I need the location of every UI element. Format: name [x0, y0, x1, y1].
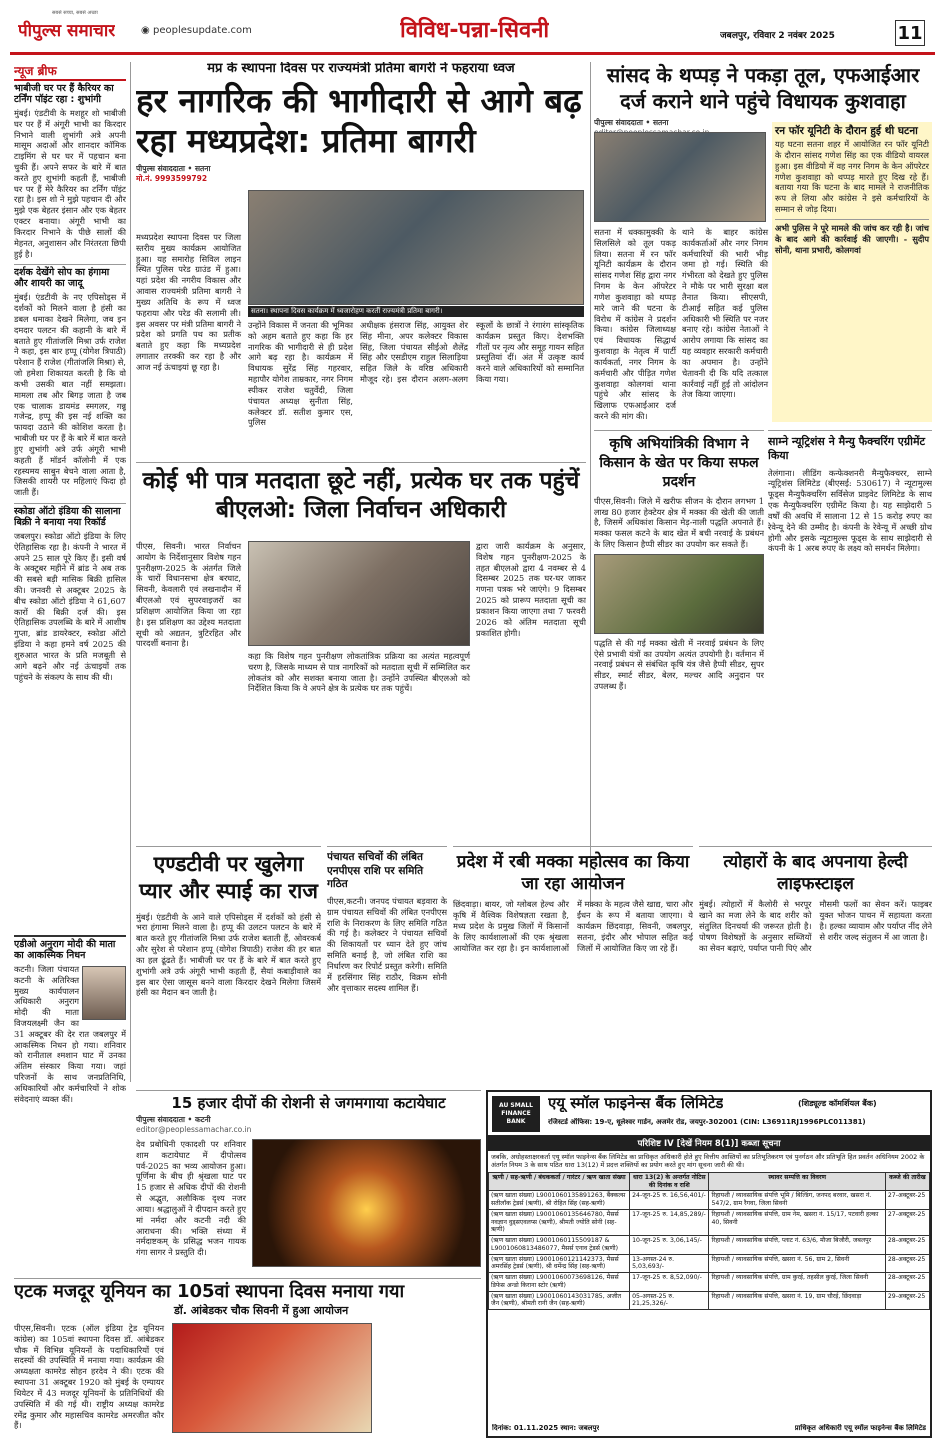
lead-col3: अधीक्षक हंसराज सिंह, आयुक्त शेर सिंह मीना, अपर कलेक्टर विकास सिंह, जिला पंचायत सीईओ शैलेंद्र सिंह और एसडीएम राहुल सिलाड़िया सहित जिले के वरिष्ठ अधिकारी मौजूद रहे। इस दौरान अलग-अलग स्कूलों के छात्रों ने रंगारंग सांस्कृतिक कार्यक्रम प्रस्तुत किए। देशभक्ति गीतों पर नृत्य और समूह गायन सहित प्रस्तुतियां दीं। अंत में उत्कृष्ट कार्य करने वाले अधिकारियों को सम्मानित किया गया। [360, 320, 584, 385]
brief-item-title: दर्शक देखेंगे सोप का हंगामा और शायरी का जादू [14, 264, 126, 290]
agri-headline: कृषि अभियांत्रिकी विभाग ने किसान के खेत पर किया सफल प्रदर्शन [599, 436, 759, 490]
ad-subtitle: (शिड्यूल्ड कॉमर्शियल बैंक) [798, 1099, 877, 1108]
table-cell: रिहायशी / व्यावसायिक संपत्ति भूमि / बिल्डिंग, जनपद बरवार, खसरा नं. 547/2, ग्राम रैगवा, जिला सिवनी [709, 1191, 885, 1210]
table-row [489, 1191, 930, 1210]
atak-sub: डॉ. आंबेडकर चौक सिवनी में हुआ आयोजन [174, 1303, 349, 1317]
voter-story [136, 462, 586, 838]
panchayat-story [327, 846, 447, 1082]
section-title: विविध-पन्ना-सिवनी [400, 18, 550, 43]
panchayat-headline: पंचायत सचिवों की लंबित एनपीएस राशि पर समिति गठित [327, 851, 424, 891]
page-number: 11 [895, 20, 925, 46]
ad-th: धारा 13(2) के अन्तर्गत नोटिस की दिनांक व राशि [630, 1172, 709, 1191]
rabi-body: छिंदवाड़ा। बायर, जो ग्लोबल हेल्थ और कृषि में वैश्विक विशेषज्ञता रखता है, मध्य प्रदेश के प्रमुख जिलों में किसानों के लिए कार्यशालाओं की एक श्रृंखला आयोजित कर रहा है। इन कार्यशालाओं में मक्का के महत्व जैसे खाद्य, चारा और ईंधन के रूप में बताया जाएगा। ये कार्यक्रम छिंदवाड़ा, सिवनी, जबलपुर, सतना, इंदौर और भोपाल सहित कई जिलों में आयोजित किए जा रहे हैं। [453, 899, 693, 953]
mp-headline: सांसद के थप्पड़ ने पकड़ा तूल, एफआईआर दर्ज कराने थाने पहुंचे विधायक कुशवाहा [606, 63, 920, 113]
news-brief [14, 62, 126, 1082]
table-row [489, 1254, 930, 1273]
ad-title: एयू स्मॉल फाइनेन्स बैंक लिमिटेड [548, 1095, 724, 1112]
table-cell: 13-अगस्त-24 रु. 5,03,693/- [630, 1254, 709, 1273]
lead-caption: सतना। स्थापना दिवस कार्यक्रम में ध्वजारोहण करतीं राज्यमंत्री प्रतिमा बागरी। [248, 306, 584, 317]
masthead-rule [10, 52, 935, 55]
masthead-site: peoplesupdate.com [153, 25, 252, 36]
lead-col2: उन्होंने विकास में जनता की भूमिका को अहम बताते हुए कहा कि हर नागरिक की भागीदारी से ही प्रदेश आगे बढ़ रहा है। कार्यक्रम में विधायक सुरेंद्र सिंह गहरवार, महापौर योगेश ताम्रकार, नगर निगम स्पीकर राजेश चतुर्वेदी, जिला पंचायत अध्यक्ष सुनीता सिंह, कलेक्टर डॉ. सतीश कुमार एस, पुलिस [248, 320, 353, 428]
table-cell: (ऋण खाता संख्या) L9001060135646780, मैसर्स नवज्ञान वुड्सएवलप्स (ऋणी), श्रीमती ज्योति सोनी (सह-ऋणी) [489, 1209, 630, 1235]
ad-header [488, 1092, 930, 1136]
voter-headline: कोई भी पात्र मतदाता छूटे नहीं, प्रत्येक घर तक पहुंचें बीएलओ: जिला निर्वाचन अधिकारी [142, 468, 580, 523]
voter-col1: पीएस, सिवनी। भारत निर्वाचन आयोग के निर्देशानुसार विशेष गहन पुनरीक्षण-2025 के अंतर्गत जिले के चारों विधानसभा क्षेत्र बरघाट, सिवनी, केवलारी एवं लखनादौन में बीएलओ एवं सुपरवाइजरों का प्रशिक्षण आयोजित किया जा रहा है। इस प्रशिक्षण का उद्देश्य मतदाता सूची को अद्यतन, त्रुटिरहित और पारदर्शी बनाना है। [136, 541, 241, 649]
ad-footer: दिनांक: 01.11.2025 स्थान: जबलपुर [492, 1424, 600, 1432]
health-headline: त्योहारों के बाद अपनाया हेल्दी लाइफस्टाइल [723, 852, 908, 895]
brief-item-body: जबलपुर। स्कोडा ऑटो इंडिया के लिए ऐतिहासिक रहा है। कंपनी ने भारत में अपने 25 साल पूरे किए हैं। इसी वर्ष के अक्टूबर महीने में ब्रांड ने अब तक की सबसे बड़ी मासिक बिक्री हासिल की। जनवरी से अक्टूबर 2025 के बीच स्कोडा ऑटो इंडिया ने 61,607 कारों की बिक्री दर्ज की। इस ऐतिहासिक उपलब्धि के बारे में आशीष गुप्ता, ब्रांड डायरेक्टर, स्कोडा ऑटो इंडिया ने कहा हमने वर्ष 2025 की शुरुआत भारत के प्रति मजबूती से आगे बढ़ने और नई ऊंचाइयों तक पहुंचने के संकल्प के साथ की थी। [14, 530, 126, 682]
lead-photo [248, 190, 584, 305]
table-cell: (ऋण खाता संख्या) L9001060073698126, मैसर्स डिफेस अन्डो किराना स्टोर (ऋणी) [489, 1273, 630, 1292]
agri-photo [594, 554, 764, 634]
deep-headline: 15 हजार दीपों की रोशनी से जगमगाया कटायेघाट [171, 1094, 446, 1112]
mp-col1: सतना में धक्कामुक्की के सिलसिले को तूल पकड़ लिया। सतना में रन फॉर यूनिटी कार्यक्रम के दौरान सांसद गणेश सिंह द्वारा नगर निगम के केन ऑपरेटर गणेश कुशवाहा को थप्पड़ मारे जाने की घटना के विरोध में कांग्रेस ने प्रदर्शन किया। कांग्रेस जिलाध्यक्ष एवं विधायक सिद्धार्थ कुशवाहा के नेतृत्व में पार्टी कार्यकर्ता, नगर निगम के कर्मचारी और पीड़ित गणेश कुशवाहा कोलगवां थाना पहुंचे और सांसद के खिलाफ एफआईआर दर्ज करने की मांग की। [594, 227, 676, 422]
deep-body: देव प्रबोधिनी एकादशी पर शनिवार शाम कटायेघाट में दीपोत्सव पर्व-2025 का भव्य आयोजन हुआ। पूर्णिमा के बीच ही श्रृंखला घाट पर 15 हजार से अधिक दीपों की रोशनी से अद्भुत, अलौकिक दृश्य नजर आया। श्रद्धालुओं ने दीपदान करते हुए मां नर्मदा और कटनी नदी की आराधना की। भक्ति संध्या में नर्मदाष्टकम् के प्रसिद्ध भजन गायक गंगा सागर ने प्रस्तुति दी। [136, 1139, 246, 1258]
table-row [489, 1209, 930, 1235]
bank-notice-ad [486, 1090, 932, 1438]
ad-signoff: प्राधिकृत अधिकारी एयू स्मॉल फाइनेन्स बैंक लिमिटेड [794, 1424, 926, 1432]
atak-body: पीएस,सिवनी। एटक (ऑल इंडिया ट्रेड यूनियन कांग्रेस) का 105वां स्थापना दिवस डॉ. आंबेडकर चौक में विभिन्न यूनियनों के पदाधिकारियों एवं सदस्यों की उपस्थिति में मनाया गया। कार्यक्रम की अध्यक्षता कामरेड सोहन हरदेव ने की। एटक की स्थापना 31 अक्टूबर 1920 को मुंबई के एम्पायर थियेटर में 43 मजदूर यूनियनों के प्रतिनिधियों की उपस्थिति में की गई थी। राष्ट्रीय अध्यक्ष कामरेड रमेंद्र कुमार और महासचिव कामरेड अमरजीत कौर हैं। [14, 1323, 164, 1431]
obituary-body: कटनी। जिला पंचायत कटनी के अतिरिक्त मुख्य कार्यपालन अधिकारी अनुराग मोदी की माता विजयलक्ष्मी जैन का 31 अक्टूबर की देर रात जबलपुर में आकस्मिक निधन हो गया। शनिवार को रानीताल श्मशान घाट में उनका अंतिम संस्कार किया गया। जहां परिजनों के साथ जनप्रतिनिधि, अधिकारियों और कर्मचारियों ने शोक संवेदनाएं व्यक्त कीं। [14, 963, 126, 1104]
agri-col1: पीएस,सिवनी। जिले में खरीफ सीजन के दौरान लगभग 1 लाख 80 हजार हेक्टेयर क्षेत्र में मक्का की खेती की जाती है, जिसमें अधिकांश किसान मेड़-नाली पद्धति अपनाते हैं। मक्का फसल कटने के बाद खेत में बची नरवाई के प्रबंधन के लिए किसान हैप्पी सीडर का उपयोग कर सकते हैं। [594, 495, 764, 549]
table-cell: 27-अक्टूबर-25 [885, 1209, 929, 1235]
atak-headline: एटक मजदूर यूनियन का 105वां स्थापना दिवस मनाया गया [14, 1281, 405, 1302]
table-cell: 05-अगस्त-25 रु. 21,25,326/- [630, 1291, 709, 1310]
table-cell: (ऋण खाता संख्या) L9001060135891263, बैंक्कल्स सतीलॉक ट्रेडर्स (ऋणी), श्री रोहित सिंह (सह-ऋणी) [489, 1191, 630, 1210]
masthead [0, 0, 945, 58]
rabi-story [453, 846, 693, 1082]
ad-table [488, 1172, 930, 1310]
voter-col3: द्वारा जारी कार्यक्रम के अनुसार, विशेष गहन पुनरीक्षण-2025 के तहत बीएलओ द्वारा 4 नवम्बर से 4 दिसम्बर 2025 तक घर-घर जाकर गणना पत्रक भरे जाएंगे। 9 दिसम्बर 2025 को प्रारूप मतदाता सूची का प्रकाशन किया जाएगा तथा 7 फरवरी 2026 को अंतिम मतदाता सूची प्रकाशित होगी। [476, 541, 586, 638]
deep-photo [252, 1139, 481, 1267]
lead-mobile: मो.नं. 9993599792 [136, 174, 208, 184]
masthead-logo: पीपुल्स समाचार [18, 21, 116, 41]
health-story [699, 846, 932, 1082]
lead-col1: मध्यप्रदेश स्थापना दिवस पर जिला स्तरीय मुख्य कार्यक्रम आयोजित हुआ। यह समारोह सिविल लाइन स्थित पुलिस परेड ग्राउंड में हुआ। यहां प्रदेश की नगरीय विकास और आवास राज्यमंत्री प्रतिमा बागरी ने मुख्य अतिथि के रूप में ध्वज फहराया और परेड की सलामी ली। इस अवसर पर मंत्री प्रतिमा बागरी ने प्रदेश को प्रगति पथ का प्रतीक बताते हुए कहा कि मध्यप्रदेश लगातार तरक्की कर रहा है और आज नई ऊंचाइयां छू रहा है। [136, 232, 241, 372]
lead-story [136, 62, 586, 454]
deep-email: editor@peoplessamachar.co.in [136, 1125, 252, 1135]
table-cell: रिहायशी / व्यावसायिक संपत्ति, ग्राम कुरई, तहसील कुरई, जिला सिवनी [709, 1273, 885, 1292]
agri-col2: पद्धति से की गई मक्का खेती में नरवाई प्रबंधन के लिए ऐसे प्रभावी यंत्रों का उपयोग अत्यंत उपयोगी है। वर्तमान में नरवाई प्रबंधन से संबंधित कृषि यंत्र जैसे हैप्पी सीडर, सुपर सीडर, स्मार्ट सीडर, बेलर, मल्चर आदि अनुदान पर उपलब्ध हैं। [594, 637, 764, 692]
table-cell: 28-अक्टूबर-25 [885, 1254, 929, 1273]
mp-photo [594, 132, 766, 222]
deep-story [136, 1090, 481, 1270]
table-cell: 17-जून-25 रु. 14,85,289/- [630, 1209, 709, 1235]
table-row [489, 1291, 930, 1310]
samne-body: तेलंगाना। लीडिंग कन्फेक्शनरी मैन्युफैक्चरर, साम्ने न्यूट्रिशंस लिमिटेड (बीएसई: 530617) ने न्यूटामुल्स फूड्स मैन्युफैक्चरिंग सर्विसेज प्राइवेट लिमिटेड के साथ एक मैन्युफैक्चरिंग एग्रीमेंट किया है। यह साझेदारी 5 वर्षों की अवधि में सालाना 12 से 15 करोड़ रुपए का रेवेन्यू देने की उम्मीद है। कंपनी के रेवेन्यू में अच्छी ग्रोथ होगी और इसके न्यूटामुल्स फूड्स के साथ साझेदारी से कंपनी के 1 अरब रुपए के लक्ष्य को समर्थन मिलेगा। [768, 467, 932, 554]
voter-col2: कहा कि विशेष गहन पुनरीक्षण लोकतांत्रिक प्रक्रिया का अत्यंत महत्वपूर्ण चरण है, जिसके माध्यम से पात्र नागरिकों को मतदाता सूची में सम्मिलित कर लोकतंत्र को और सशक्त बनाया जाता है। उन्होंने उपस्थित बीएलओ को निर्देशित किया कि वे अपने क्षेत्र के प्रत्येक घर तक पहुंचें। [248, 651, 470, 694]
ad-th: ऋणी / सह-ऋणी / बंधककर्ता / गारंटर / ऋण खाता संख्या [489, 1172, 630, 1191]
table-cell: 24-जून-25 रु. 16,56,401/- [630, 1191, 709, 1210]
lead-headline: हर नागरिक की भागीदारी से आगे बढ़ रहा मध्यप्रदेश: प्रतिमा बागरी [136, 80, 582, 160]
brief-item-body: मुंबई। एंडटीवी के नए एपिसोड्स में दर्शकों को मिलने वाला है हंसी का डबल धमाका देखने मिलेगा, जब इन दमदार पलटन की कहानी के बारे में बताते हुए गीतांजलि मिश्रा उर्फ राजेश ने कहा, इस बार हप्पू (योगेश त्रिपाठी) परेशान हैं राजेश (गीतांजलि मिश्रा) से, जो हमेशा शिकायत करती है कि वो कभी उसकी बात नहीं समझता। मामला तब और बिगड़ जाता है जब एक चालाक डायमंड स्मगलर, गन्नू गजेन्द्र, हप्पू की इस नई शक्ति का फायदा उठाने की कोशिश करता है। भाबीजी घर पर हैं के बारे में बात करते हुए शुभांगी अत्रे उर्फ अंगूरी भाभी कहती हैं मॉडर्न कॉलोनी में एक रहस्यमय साबुन बेचने वाला आता है, जिसकी शायरी पर महिलाएं फिदा हो जाती हैं। [14, 292, 126, 498]
table-cell: 28-अक्टूबर-25 [885, 1273, 929, 1292]
atak-photo [172, 1323, 372, 1433]
table-row [489, 1236, 930, 1255]
globe-icon: ◉ [141, 25, 150, 36]
brief-item-body: मुंबई। एंडटीवी के मशहूर शो भाबीजी घर पर हैं में अंगूरी भाभी का किरदार निभाने वाली शुभांगी अत्रे अपनी मासूम अदाओं और शानदार कॉमिक टाइमिंग से घर घर में पहचान बना चुकी हैं। अपने सफर के बारे में बात करते हुए शुभांगी कहती हैं, भाबीजी घर पर हैं मेरे कैरियर का टर्निंग पॉइंट रहा है। इस शो ने मुझे पहचान दी और मुझे एक बेहतर इंसान और एक बेहतर एक्टर बनाया। अंगूरी भाभी का किरदार निभाने के पीछे सालों की मेहनत, अनुशासन और निरंतरता छिपी हुई है। [14, 107, 126, 259]
atak-story [14, 1278, 481, 1438]
table-cell: रिहायशी / व्यावसायिक संपत्ति, खसरा नं. 19, ग्राम चौरई, छिंदवाड़ा [709, 1291, 885, 1310]
mp-col2: थाने के बाहर कांग्रेस कार्यकर्ताओं और नगर निगम कर्मचारियों की भारी भीड़ जमा हो गई। स्थिति की गंभीरता को देखते हुए पुलिस ने मौके पर भारी सुरक्षा बल तैनात किया। सीएसपी, टीआई सहित कई पुलिस अधिकारी भी स्थिति पर नजर बनाए रहे। कांग्रेस नेताओं ने आरोप लगाया कि सांसद का यह व्यवहार सरकारी कर्मचारी का अपमान है। उन्होंने चेतावनी दी कि यदि तत्काल कार्रवाई नहीं हुई तो आंदोलन तेज किया जाएगा। [682, 227, 768, 400]
table-cell: (ऋण खाता संख्या) L9001060115509187 & L9001060813486077, मैसर्स एनाव ट्रेडर्स (ऋणी) [489, 1236, 630, 1255]
mp-byline: पीपुल्स संवाददाता • सतना [594, 118, 669, 127]
dateline: जबलपुर, रविवार 2 नवंबर 2025 [720, 31, 835, 41]
news-brief-label: न्यूज ब्रीफ [14, 62, 126, 81]
voter-photo [248, 541, 470, 646]
ad-address: रजिस्टर्ड ऑफिस: 19-ए, धूलेश्वर गार्डन, अजमेर रोड, जयपुर-302001 (CIN: L36911RJ1996PLC011381) [548, 1118, 866, 1126]
table-cell: 28-अक्टूबर-25 [885, 1236, 929, 1255]
lead-byline: पीपुल्स संवाददाता • सतना [136, 164, 211, 174]
ad-notice: परिशिष्ट IV [देखें नियम 8(1)] कब्जा सूचना [488, 1136, 930, 1151]
mp-story [594, 62, 932, 424]
table-cell: रिहायशी / व्यावसायिक संपत्ति, ग्राम नेम, खसरा नं. 15/17, पटवारी हल्का 40, सिवनी [709, 1209, 885, 1235]
rabi-headline: प्रदेश में रबी मक्का महोत्सव का किया जा रहा आयोजन [456, 852, 690, 895]
andtv-headline: एण्डटीवी पर खुलेगा प्यार और स्पाई का राज [139, 852, 318, 904]
table-cell: रिहायशी / व्यावसायिक संपत्ति, प्लाट नं. 63/6, मौजा बिजौरी, जबलपुर [709, 1236, 885, 1255]
table-cell: 29-अक्टूबर-25 [885, 1291, 929, 1310]
table-cell: 17-जून-25 रु. 8,52,090/- [630, 1273, 709, 1292]
samne-story [768, 430, 932, 840]
mp-quote: अभी पुलिस ने पूरे मामले की जांच कर रही है। जांच के बाद आगे की कार्रवाई की जाएगी। - सुदीप सोनी, थाना प्रभारी, कोलगवां [775, 219, 929, 255]
table-cell: (ऋण खाता संख्या) L9001060143031785, अजीत जैन (ऋणी), श्रीमती रानी जैन (सह-ऋणी) [489, 1291, 630, 1310]
brief-item-title: भाबीजी घर पर हैं कैरियर का टर्निंग पॉइंट रहा : शुभांगी [14, 83, 114, 105]
table-cell: (ऋण खाता संख्या) L9001060121142373, मैसर्स अमरसिंह ट्रेडर्स (ऋणी), श्री धर्मेन्द्र सिंह (सह-ऋणी) [489, 1254, 630, 1273]
andtv-story [136, 846, 321, 1082]
ad-intro: जबकि, अधोहस्ताक्षरकर्ता एयू स्मॉल फाइनेन्स बैंक लिमिटेड का प्राधिकृत अधिकारी होते हुए वित्तीय आस्तियों का प्रतिभूतिकरण एवं पुनर्गठन और प्रतिभूति हित प्रवर्तन अधिनियम 2002 के अंतर्गत नियम 3 के साथ पठित धारा 13(12) में प्रदत्त शक्तियों का प्रयोग करते हुए मांग सूचना जारी की थी। [491, 1153, 925, 1170]
agri-story [594, 430, 764, 840]
bank-logo: AU SMALL FINANCE BANK [492, 1096, 540, 1132]
table-cell: 27-अक्टूबर-25 [885, 1191, 929, 1210]
brief-item-title: स्कोडा ऑटो इंडिया की सालाना बिक्री ने बनाया नया रिकॉर्ड [14, 503, 126, 529]
table-row [489, 1273, 930, 1292]
mp-side-title: रन फॉर यूनिटी के दौरान हुई थी घटना [775, 125, 918, 137]
table-cell: 10-जून-25 रु. 3,06,145/- [630, 1236, 709, 1255]
obituary-photo [82, 966, 126, 1020]
lead-kicker: मप्र के स्थापना दिवस पर राज्यमंत्री प्रतिमा बागरी ने फहराया ध्वज [207, 62, 515, 76]
mp-sidebar [772, 122, 932, 422]
table-cell: रिहायशी / व्यावसायिक संपत्ति, खसरा नं. 56, ग्राम 2, सिवनी [709, 1254, 885, 1273]
andtv-body: मुंबई। एंडटीवी के आने वाले एपिसोड्स में दर्शकों को हंसी से भरा हंगामा मिलने वाला है। हप्पू की उलटन पलटन के बारे में बात करते हुए गीतांजलि मिश्रा उर्फ राजेश बताती हैं, ओवरकर्ब और सुरेश से परेशान हप्पू (योगेश त्रिपाठी) राजेश की हर बात का हल ढूंढते हैं। भाबीजी घर पर हैं के बारे में बात करते हुए शुभांगी अत्रे उर्फ अंगूरी भाभी कहती हैं, सैयां कबाड़ीवाले का इस बार ऐसा जासूस बनने वाला किरदार देखने मिलेगा जिसमें हंसी का मैदान बन जाती है। [136, 911, 321, 998]
panchayat-body: पीएस,कटनी। जनपद पंचायत बड़वारा के ग्राम पंचायत सचिवों की लंबित एनपीएस राशि के निराकरण के लिए समिति गठित की गई है। कलेक्टर ने पंचायत सचिवों की शिकायतों पर ध्यान देते हुए जांच समिति बनाई है, जो लंबित राशि का निर्धारण कर रिपोर्ट प्रस्तुत करेगी। समिति में हरसिंगार सिंह राठौर, विक्रम सोनी और वृत्ताकार सदस्य शामिल हैं। [327, 895, 447, 993]
ad-th: स्थावर सम्पत्ति का विवरण [709, 1172, 885, 1191]
mp-side-body: यह घटना सतना शहर में आयोजित रन फॉर यूनिटी के दौरान सांसद गणेश सिंह का एक वीडियो वायरल हुआ। इस वीडियो में वह नगर निगम के केन ऑपरेटर गणेश कुशवाहा को थप्पड़ मारते हुए दिख रहे हैं। बताया गया कि घटना के बाद मामले ने राजनीतिक रूप ले लिया और कांग्रेस ने इसे कर्मचारियों के सम्मान से जोड़ दिया। [775, 139, 929, 215]
health-body: मुंबई। त्योहारों में कैलोरी से भरपूर खाने का मजा लेने के बाद शरीर को संतुलित दिनचर्या की जरूरत होती है। पोषण विशेषज्ञों के अनुसार सब्जियों का सेवन बढ़ाएं, पर्याप्त पानी पिएं और मौसमी फलों का सेवन करें। फाइबर युक्त भोजन पाचन में सहायता करता है। हल्का व्यायाम और पर्याप्त नींद लेने से शरीर जल्द संतुलन में आ जाता है। [699, 899, 932, 953]
masthead-tagline: सबसे सच्चा, सबसे अच्छा [52, 10, 98, 16]
deep-byline: पीपुल्स संवाददाता • कटनी [136, 1115, 211, 1125]
obituary [14, 935, 126, 1150]
samne-headline: साम्ने न्यूट्रिशंस ने मैन्यु फैक्चरिंग एग्रीमेंट किया [768, 435, 926, 463]
obituary-title: एडीओ अनुराग मोदी की माता का आकस्मिक निधन [14, 935, 126, 962]
ad-th: कब्जे की तारीख [885, 1172, 929, 1191]
